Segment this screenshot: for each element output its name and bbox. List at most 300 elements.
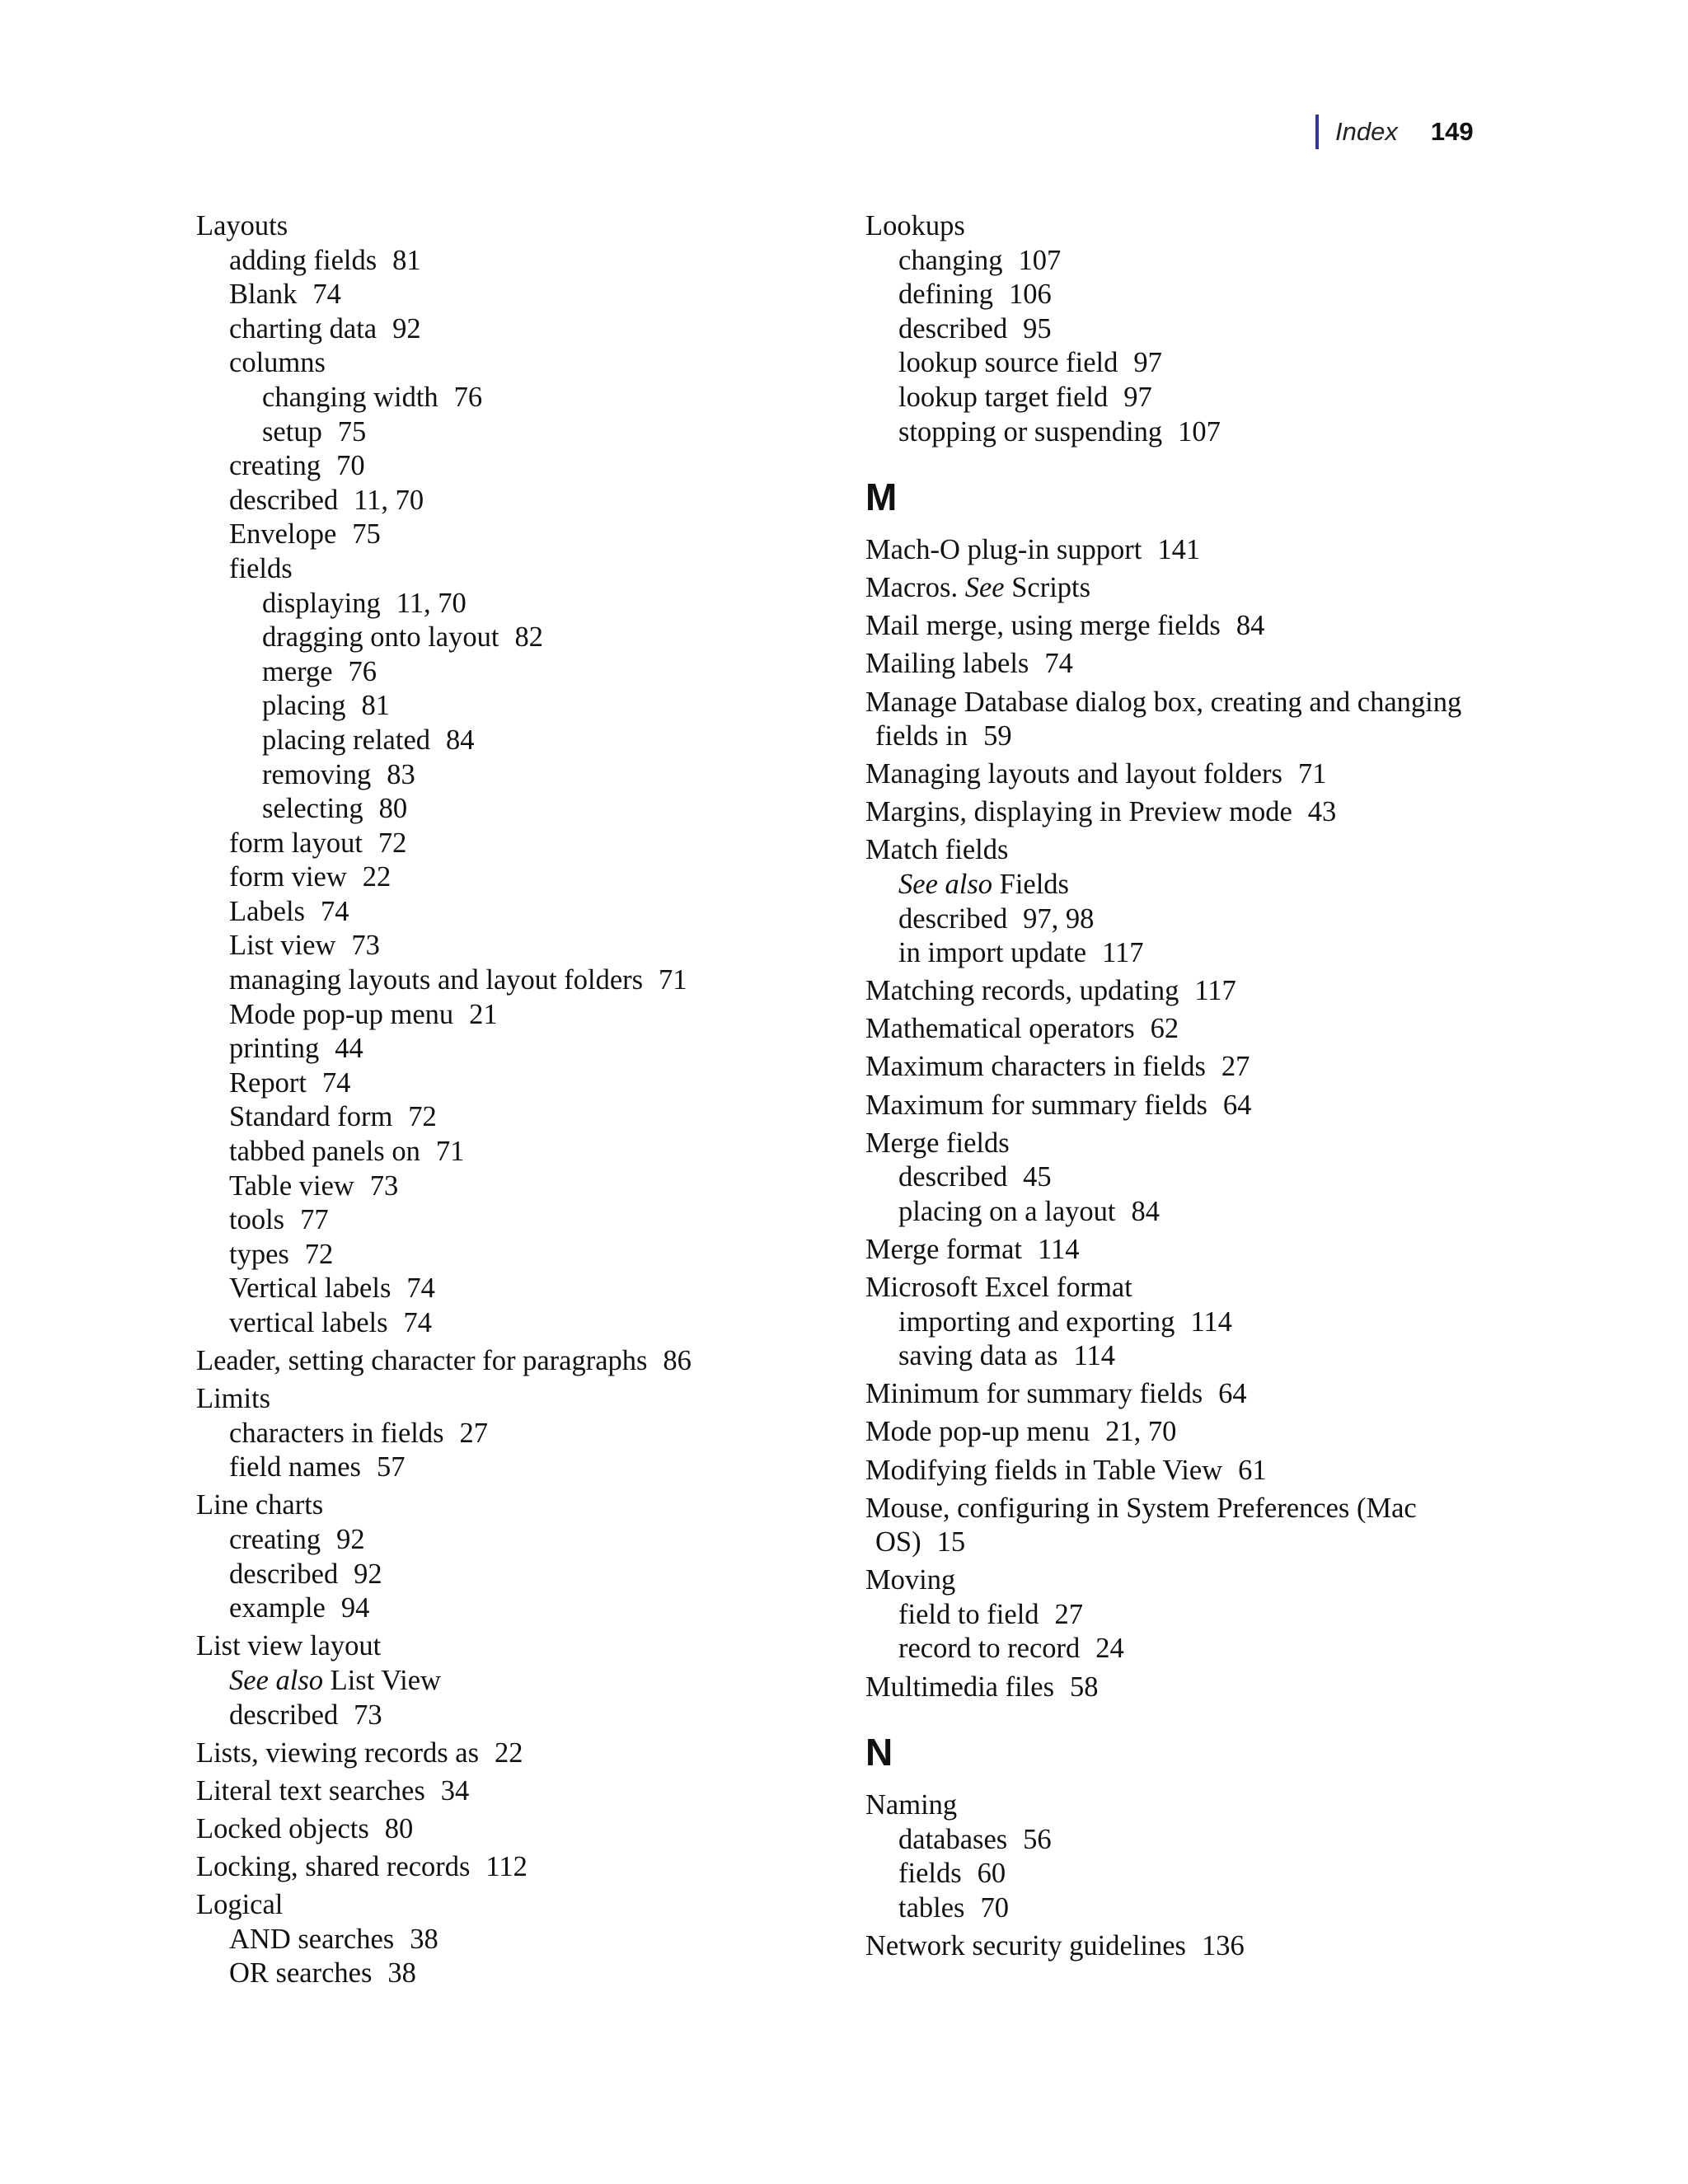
index-entry — [865, 1012, 1492, 1047]
sub-entry — [196, 1238, 839, 1272]
sub-entry — [865, 936, 1492, 971]
entry-term: Microsoft Excel format — [865, 1272, 1132, 1304]
page-reference: 38 — [410, 1923, 438, 1955]
sub-entry — [196, 1169, 839, 1204]
running-header — [1315, 114, 1474, 150]
page-reference: 27 — [1221, 1051, 1250, 1083]
page-reference: 34 — [440, 1774, 470, 1807]
entry-term: changing width — [262, 381, 438, 413]
entry-term: lookup target field — [898, 381, 1109, 413]
page-reference: 81 — [392, 244, 421, 276]
page-reference: 92 — [392, 312, 421, 344]
main-term — [865, 533, 1492, 568]
page-reference: 74 — [312, 279, 341, 311]
page-reference: 117 — [1194, 975, 1236, 1007]
sub-entry — [196, 1591, 839, 1626]
main-term — [865, 1377, 1492, 1412]
entry-term: Network security guidelines — [865, 1930, 1186, 1962]
index-entry — [865, 647, 1492, 682]
page-reference: 97 — [1133, 347, 1162, 379]
main-term — [196, 1488, 839, 1523]
index-entry — [196, 1629, 839, 1732]
letter-heading: N — [865, 1731, 893, 1774]
page-reference: 64 — [1222, 1089, 1252, 1121]
sub-entry — [865, 346, 1492, 381]
sub-entry — [865, 415, 1492, 450]
entry-term: Minimum for summary fields — [865, 1378, 1203, 1410]
main-term — [865, 609, 1492, 644]
cross-reference-target: Fields — [999, 869, 1069, 900]
main-term — [865, 209, 1492, 244]
entry-term: tables — [898, 1891, 965, 1924]
entry-term: Vertical labels — [229, 1272, 392, 1305]
sub-entry — [865, 1160, 1492, 1195]
sub-entry — [865, 902, 1492, 937]
page-reference: 74 — [406, 1272, 435, 1305]
index-entry — [865, 974, 1492, 1009]
sub-entry — [196, 1523, 839, 1558]
entry-term: described — [898, 1161, 1008, 1193]
page-reference: 112 — [485, 1850, 528, 1882]
index-entry — [865, 1563, 1492, 1666]
page-reference: 76 — [348, 655, 377, 687]
sub-entry — [196, 1451, 839, 1485]
index-entry — [196, 1382, 839, 1485]
sub-entry — [196, 1100, 839, 1135]
sub-entry — [865, 312, 1492, 347]
page-reference: 75 — [352, 518, 381, 551]
entry-term: fields — [898, 1858, 962, 1890]
index-entry — [865, 1089, 1492, 1123]
page-reference: 27 — [459, 1417, 489, 1449]
entry-term: Mail merge, using merge fields — [865, 610, 1221, 642]
index-entry — [196, 1888, 839, 1991]
header-rule — [1315, 115, 1319, 149]
page-reference: 136 — [1201, 1930, 1245, 1962]
sub-entry — [865, 868, 1492, 902]
entry-term: Maximum for summary fields — [865, 1089, 1207, 1121]
sub-entry — [196, 895, 839, 930]
page-reference: 72 — [408, 1101, 437, 1133]
index-entry — [865, 1492, 1492, 1560]
page-reference: 107 — [1018, 244, 1062, 276]
index-entry — [865, 1377, 1492, 1412]
index-entry — [196, 209, 839, 1341]
page-reference: 106 — [1008, 279, 1052, 311]
entry-term: stopping or suspending — [898, 415, 1163, 448]
entry-term: in import update — [898, 937, 1087, 969]
entry-term: OR searches — [229, 1957, 373, 1990]
main-term — [196, 1850, 839, 1885]
index-entry — [196, 1488, 839, 1625]
page-reference: 22 — [362, 861, 392, 893]
page-reference: 94 — [340, 1592, 370, 1624]
page-reference: 62 — [1150, 1013, 1179, 1045]
sub-sub-entry — [196, 689, 839, 724]
sub-entry — [865, 1305, 1492, 1340]
main-term — [196, 1344, 839, 1379]
sub-entry — [196, 1957, 839, 1991]
entry-term: creating — [229, 1524, 321, 1556]
main-term — [865, 1050, 1492, 1085]
page-reference: 72 — [304, 1238, 334, 1270]
sub-entry — [196, 552, 839, 587]
entry-term: changing — [898, 244, 1003, 276]
sub-entry — [196, 346, 839, 381]
main-term — [865, 1563, 1492, 1598]
sub-entry — [865, 381, 1492, 415]
entry-term: Limits — [196, 1383, 271, 1415]
sub-entry — [196, 1066, 839, 1101]
header-section-title: Index — [1335, 117, 1398, 146]
entry-term: removing — [262, 758, 372, 790]
page-reference: 86 — [663, 1345, 692, 1377]
entry-term: tools — [229, 1204, 285, 1236]
sub-sub-entry — [196, 758, 839, 793]
page-reference: 80 — [384, 1812, 414, 1844]
index-entry — [865, 1271, 1492, 1374]
page-reference: 27 — [1054, 1598, 1083, 1630]
index-entry — [196, 1344, 839, 1379]
entry-term: fields — [229, 552, 293, 584]
entry-term: described — [229, 484, 339, 516]
index-column-left — [196, 209, 839, 1991]
page-reference: 83 — [387, 758, 415, 790]
entry-term: adding fields — [229, 244, 377, 276]
sub-entry — [196, 1664, 839, 1699]
sub-sub-entry — [196, 621, 839, 655]
entry-term: Mailing labels — [865, 648, 1029, 680]
entry-term: Moving — [865, 1564, 956, 1596]
entry-term: field names — [229, 1451, 361, 1483]
entry-term: Mode pop-up menu — [229, 998, 454, 1030]
page-reference: 114 — [1073, 1340, 1115, 1372]
sub-sub-entry — [196, 381, 839, 415]
page-reference: 82 — [514, 621, 543, 654]
sub-sub-entry — [196, 655, 839, 690]
entry-term: field to field — [898, 1598, 1039, 1630]
entry-term: Merge format — [865, 1233, 1023, 1265]
sub-entry — [865, 1339, 1492, 1374]
entry-term: displaying — [262, 587, 381, 619]
page-reference: 71 — [659, 964, 687, 996]
entry-term: vertical labels — [229, 1307, 388, 1338]
page-reference: 92 — [336, 1524, 365, 1556]
main-term — [865, 1233, 1492, 1268]
page-reference: 74 — [321, 1066, 351, 1099]
entry-term: importing and exporting — [898, 1305, 1175, 1338]
entry-term: record to record — [898, 1633, 1081, 1665]
page-reference: 58 — [1069, 1671, 1099, 1703]
main-term — [865, 1929, 1492, 1964]
entry-term: Blank — [229, 279, 298, 311]
page-reference: 114 — [1190, 1305, 1232, 1338]
entry-term: Match fields — [865, 834, 1009, 866]
index-entry — [865, 571, 1492, 606]
page-reference: 43 — [1307, 796, 1337, 828]
index-entry — [865, 1415, 1492, 1450]
entry-term: selecting — [262, 793, 363, 825]
sub-entry — [196, 484, 839, 518]
page-reference: 97 — [1123, 381, 1152, 413]
page-reference: 71 — [1297, 758, 1327, 790]
index-entry — [865, 686, 1492, 754]
entry-term: Mathematical operators — [865, 1013, 1135, 1045]
sub-entry — [196, 1699, 839, 1733]
entry-term: Margins, displaying in Preview mode — [865, 796, 1292, 828]
main-term — [865, 1671, 1492, 1705]
main-term — [196, 1382, 839, 1417]
page-reference: 24 — [1095, 1633, 1124, 1665]
index-entry — [865, 609, 1492, 644]
index-entry — [865, 209, 1492, 449]
index-entry — [865, 1671, 1492, 1705]
main-term — [865, 974, 1492, 1009]
main-term — [865, 1271, 1492, 1305]
entry-term: placing on a layout — [898, 1195, 1116, 1227]
main-term — [196, 1812, 839, 1847]
page-reference: 84 — [446, 724, 475, 756]
page-reference: 73 — [354, 1699, 382, 1731]
entry-term: saving data as — [898, 1340, 1058, 1372]
see-also-label: See also — [229, 1664, 324, 1696]
page-reference: 73 — [369, 1169, 399, 1202]
main-term — [196, 1888, 839, 1923]
sub-entry — [196, 244, 839, 279]
main-term — [196, 1736, 839, 1771]
entry-term: Leader, setting character for paragraphs — [196, 1345, 648, 1377]
index-entry — [865, 1454, 1492, 1488]
page-reference: 70 — [980, 1891, 1009, 1924]
cross-reference-target: Scripts — [1011, 572, 1091, 604]
index-entry — [865, 533, 1492, 568]
page-reference: 73 — [351, 930, 380, 962]
entry-term: described — [898, 902, 1008, 935]
entry-term: Layouts — [196, 210, 288, 241]
entry-term: tabbed panels on — [229, 1136, 420, 1168]
index-entry — [196, 1736, 839, 1771]
main-term — [865, 1089, 1492, 1123]
entry-term: example — [229, 1592, 326, 1624]
cross-reference-target: List View — [330, 1664, 441, 1696]
sub-entry — [196, 1272, 839, 1306]
entry-term: Matching records, updating — [865, 975, 1179, 1007]
page-reference: 61 — [1238, 1454, 1267, 1486]
entry-term: Mach-O plug-in support — [865, 534, 1142, 566]
main-term — [865, 833, 1492, 868]
sub-entry — [196, 1032, 839, 1066]
sub-entry — [196, 1203, 839, 1238]
page-reference: 84 — [1236, 610, 1265, 642]
page-reference: 81 — [361, 690, 391, 722]
sub-sub-entry — [196, 724, 839, 758]
page-reference: 74 — [320, 895, 349, 927]
page-reference: 97, 98 — [1023, 902, 1095, 935]
entry-term: Mouse, configuring in System Preferences (Mac OS) — [865, 1492, 1417, 1558]
entry-term: Modifying fields in Table View — [865, 1454, 1223, 1486]
main-term — [865, 571, 1492, 606]
entry-term: Manage Database dialog box, creating and changing fields in — [865, 686, 1462, 752]
page-reference: 77 — [300, 1204, 329, 1236]
main-term — [865, 647, 1492, 682]
main-term — [865, 1493, 1417, 1558]
entry-term: printing — [229, 1033, 320, 1065]
sub-entry — [865, 244, 1492, 279]
entry-term: Mode pop-up menu — [865, 1416, 1090, 1448]
entry-term: Report — [229, 1066, 307, 1099]
main-term — [865, 1788, 1492, 1823]
sub-entry — [865, 1823, 1492, 1858]
page-reference: 11, 70 — [354, 484, 424, 516]
page-reference: 59 — [983, 720, 1012, 752]
page-reference: 75 — [337, 415, 367, 448]
entry-term: dragging onto layout — [262, 621, 499, 654]
sub-entry — [196, 963, 839, 998]
sub-entry — [196, 1923, 839, 1957]
index-column-right — [865, 209, 1492, 1964]
page-reference: 21, 70 — [1105, 1416, 1177, 1448]
sub-entry — [196, 518, 839, 552]
entry-term: databases — [898, 1823, 1008, 1855]
index-entry — [865, 1929, 1492, 1964]
page-reference: 84 — [1131, 1195, 1160, 1227]
letter-heading: M — [865, 476, 898, 519]
entry-term: described — [229, 1699, 339, 1731]
entry-term: List view — [229, 930, 336, 962]
entry-term: Labels — [229, 895, 305, 927]
entry-term: Literal text searches — [196, 1774, 425, 1807]
sub-entry — [196, 1135, 839, 1169]
entry-term: Managing layouts and layout folders — [865, 758, 1282, 790]
entry-term: Logical — [196, 1889, 284, 1920]
entry-term: described — [229, 1558, 339, 1590]
index-entry — [865, 1127, 1492, 1230]
index-entry — [196, 1774, 839, 1809]
index-entry — [865, 1788, 1492, 1925]
index-entry — [196, 1850, 839, 1885]
entry-term: Lists, viewing records as — [196, 1736, 480, 1769]
index-entry — [865, 795, 1492, 830]
entry-term: AND searches — [229, 1923, 395, 1955]
entry-term: Multimedia files — [865, 1671, 1055, 1703]
see-also-label: See also — [898, 869, 993, 900]
page-reference: 11, 70 — [396, 587, 467, 619]
page-reference: 22 — [494, 1736, 523, 1769]
main-term — [865, 757, 1492, 792]
entry-term: Locked objects — [196, 1812, 369, 1844]
sub-entry — [196, 998, 839, 1033]
entry-term: charting data — [229, 312, 377, 344]
main-term — [196, 209, 839, 244]
page-reference: 80 — [378, 793, 408, 825]
entry-term: Naming — [865, 1789, 958, 1821]
entry-term: form layout — [229, 827, 363, 859]
page-reference: 117 — [1102, 937, 1144, 969]
page-reference: 95 — [1023, 312, 1052, 344]
entry-term: List view layout — [196, 1630, 382, 1662]
index-entry — [865, 1050, 1492, 1085]
entry-term: columns — [229, 347, 326, 379]
entry-term: Line charts — [196, 1489, 324, 1521]
sub-sub-entry — [196, 415, 839, 450]
page-reference: 38 — [387, 1957, 416, 1990]
sub-entry — [196, 929, 839, 963]
page-reference: 74 — [1044, 648, 1073, 680]
page-reference: 70 — [336, 450, 365, 482]
entry-term: placing related — [262, 724, 431, 756]
sub-entry — [196, 1417, 839, 1451]
entry-term: Macros. — [865, 572, 959, 604]
sub-entry — [196, 827, 839, 861]
page-reference: 60 — [977, 1858, 1006, 1890]
main-term — [865, 1415, 1492, 1450]
index-entry — [865, 1233, 1492, 1268]
page-reference: 64 — [1218, 1378, 1247, 1410]
main-term — [865, 1454, 1492, 1488]
entry-term: lookup source field — [898, 347, 1118, 379]
page-reference: 45 — [1023, 1161, 1052, 1193]
entry-term: creating — [229, 450, 321, 482]
main-term — [865, 1127, 1492, 1161]
entry-term: Envelope — [229, 518, 337, 551]
page-reference: 15 — [936, 1526, 966, 1558]
sub-sub-entry — [196, 792, 839, 827]
page-reference: 21 — [469, 998, 498, 1030]
page-reference: 56 — [1023, 1823, 1052, 1855]
sub-entry — [865, 1857, 1492, 1891]
page-reference: 72 — [377, 827, 407, 859]
page-reference: 141 — [1157, 534, 1201, 566]
entry-term: characters in fields — [229, 1417, 444, 1449]
sub-entry — [865, 278, 1492, 312]
page-reference: 114 — [1037, 1233, 1080, 1265]
index-entry — [865, 757, 1492, 792]
entry-term: described — [898, 312, 1008, 344]
page-reference: 74 — [403, 1307, 432, 1338]
page-reference: 57 — [376, 1451, 406, 1483]
entry-term: placing — [262, 690, 346, 722]
entry-term: setup — [262, 415, 322, 448]
page-number: 149 — [1430, 117, 1474, 146]
sub-entry — [196, 860, 839, 895]
entry-term: form view — [229, 861, 347, 893]
sub-entry — [196, 278, 839, 312]
sub-entry — [865, 1195, 1492, 1230]
index-entry — [196, 1812, 839, 1847]
sub-entry — [196, 312, 839, 347]
entry-term: Merge fields — [865, 1127, 1010, 1159]
sub-entry — [196, 449, 839, 484]
entry-term: Table view — [229, 1169, 354, 1202]
entry-term: merge — [262, 655, 333, 687]
entry-term: types — [229, 1238, 289, 1270]
see-label: See — [964, 572, 1005, 604]
entry-term: managing layouts and layout folders — [229, 964, 644, 996]
sub-entry — [865, 1598, 1492, 1633]
main-term — [196, 1629, 839, 1664]
main-term — [865, 687, 1461, 752]
main-term — [865, 795, 1492, 830]
page-reference: 92 — [354, 1558, 382, 1590]
sub-entry — [196, 1306, 839, 1341]
index-entry — [865, 833, 1492, 970]
main-term — [865, 1012, 1492, 1047]
page-reference: 107 — [1178, 415, 1221, 448]
main-term — [196, 1774, 839, 1809]
page-reference: 76 — [453, 381, 483, 413]
sub-entry — [865, 1632, 1492, 1666]
entry-term: Lookups — [865, 210, 965, 241]
